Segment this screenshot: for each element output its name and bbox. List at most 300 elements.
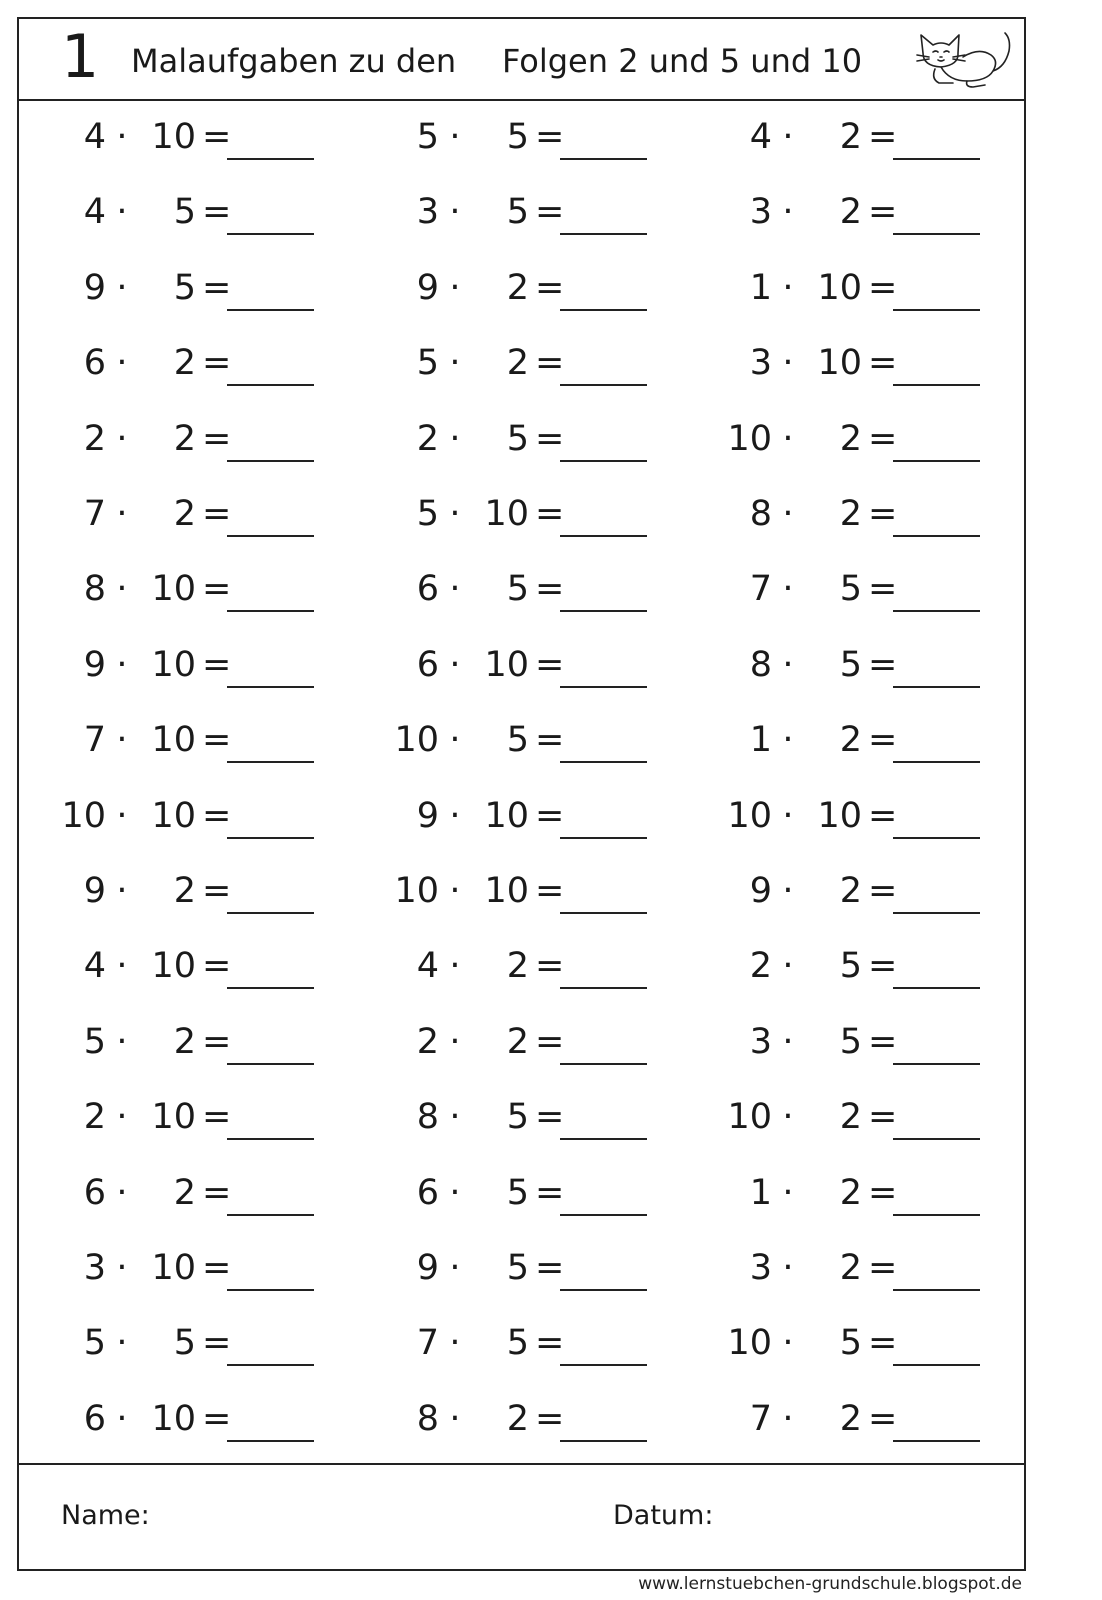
times-sign: · (116, 343, 128, 384)
equals-sign: = (535, 418, 565, 459)
times-sign: · (449, 267, 461, 308)
factor-right: 2 (173, 1172, 196, 1213)
times-sign: · (449, 1248, 461, 1288)
equals-sign: = (202, 871, 232, 911)
problem-item (44, 551, 374, 626)
times-sign: · (116, 871, 128, 911)
factor-left: 7 (749, 1398, 772, 1439)
answer-blank[interactable] (893, 309, 980, 311)
times-sign: · (449, 720, 461, 761)
factor-right: 5 (506, 1097, 529, 1138)
problem-item (44, 99, 374, 174)
answer-blank[interactable] (893, 1138, 980, 1140)
factor-left: 2 (749, 946, 772, 987)
factor-left: 7 (749, 569, 772, 610)
equals-sign: = (535, 720, 565, 761)
problem-item (710, 1004, 1040, 1079)
answer-blank[interactable] (560, 460, 647, 462)
answer-blank[interactable] (227, 535, 314, 537)
answer-blank[interactable] (893, 1440, 980, 1442)
problem-item (710, 702, 1040, 777)
answer-blank[interactable] (893, 912, 980, 914)
factor-left: 9 (83, 644, 106, 685)
times-sign: · (782, 871, 794, 911)
answer-blank[interactable] (560, 535, 647, 537)
name-label: Name: (61, 1500, 150, 1531)
problem-item (377, 174, 707, 249)
equals-sign: = (202, 117, 232, 157)
equals-sign: = (868, 946, 898, 987)
factor-right: 10 (817, 343, 862, 384)
answer-blank[interactable] (560, 1138, 647, 1140)
answer-blank[interactable] (227, 158, 314, 160)
factor-left: 3 (83, 1248, 106, 1288)
answer-blank[interactable] (893, 1289, 980, 1291)
problem-item (44, 778, 374, 853)
answer-blank[interactable] (560, 158, 647, 160)
equals-sign: = (868, 1323, 898, 1364)
answer-blank[interactable] (893, 686, 980, 688)
problem-item (377, 551, 707, 626)
answer-blank[interactable] (227, 384, 314, 386)
times-sign: · (116, 1097, 128, 1138)
factor-left: 1 (749, 1172, 772, 1213)
answer-blank[interactable] (560, 1289, 647, 1291)
factor-left: 5 (83, 1323, 106, 1364)
problem-item (44, 1305, 374, 1380)
factor-right: 10 (151, 1398, 196, 1439)
times-sign: · (116, 192, 128, 233)
equals-sign: = (868, 494, 898, 534)
factor-left: 8 (83, 569, 106, 610)
times-sign: · (782, 720, 794, 761)
factor-right: 5 (173, 267, 196, 308)
answer-blank[interactable] (560, 233, 647, 235)
equals-sign: = (202, 644, 232, 685)
times-sign: · (782, 644, 794, 685)
answer-blank[interactable] (560, 912, 647, 914)
factor-left: 7 (83, 720, 106, 761)
answer-blank[interactable] (893, 1364, 980, 1366)
problem-item (710, 778, 1040, 853)
answer-blank[interactable] (893, 610, 980, 612)
factor-right: 10 (151, 720, 196, 761)
problem-item (44, 1079, 374, 1154)
problem-item (377, 250, 707, 325)
problem-item (377, 1004, 707, 1079)
factor-right: 5 (506, 418, 529, 459)
problem-grid (19, 99, 1024, 1480)
answer-blank[interactable] (227, 1138, 314, 1140)
factor-left: 4 (416, 946, 439, 987)
cat-icon (909, 27, 1017, 91)
answer-blank[interactable] (893, 233, 980, 235)
factor-left: 10 (727, 418, 772, 459)
equals-sign: = (535, 1021, 565, 1062)
factor-right: 5 (839, 1323, 862, 1364)
times-sign: · (116, 720, 128, 761)
problem-item (710, 1230, 1040, 1305)
problem-item (44, 476, 374, 551)
answer-blank[interactable] (227, 309, 314, 311)
answer-blank[interactable] (560, 761, 647, 763)
problem-item (377, 1305, 707, 1380)
factor-left: 2 (83, 418, 106, 459)
answer-blank[interactable] (227, 1440, 314, 1442)
answer-blank[interactable] (560, 987, 647, 989)
equals-sign: = (202, 1172, 232, 1213)
factor-right: 2 (173, 418, 196, 459)
factor-left: 4 (83, 192, 106, 233)
times-sign: · (449, 946, 461, 987)
answer-blank[interactable] (227, 912, 314, 914)
times-sign: · (449, 644, 461, 685)
factor-right: 5 (173, 1323, 196, 1364)
factor-left: 9 (749, 871, 772, 911)
problem-item (377, 853, 707, 928)
answer-blank[interactable] (227, 761, 314, 763)
factor-right: 2 (506, 1398, 529, 1439)
factor-right: 2 (173, 343, 196, 384)
times-sign: · (449, 1097, 461, 1138)
factor-left: 1 (749, 720, 772, 761)
factor-left: 8 (749, 644, 772, 685)
equals-sign: = (202, 343, 232, 384)
times-sign: · (116, 267, 128, 308)
equals-sign: = (535, 1097, 565, 1138)
equals-sign: = (535, 871, 565, 911)
worksheet-header (19, 19, 1024, 101)
factor-right: 2 (173, 494, 196, 534)
problem-item (44, 1004, 374, 1079)
answer-blank[interactable] (893, 158, 980, 160)
times-sign: · (782, 1398, 794, 1439)
factor-right: 2 (839, 192, 862, 233)
factor-left: 3 (749, 192, 772, 233)
times-sign: · (782, 1097, 794, 1138)
factor-left: 9 (83, 267, 106, 308)
factor-right: 5 (506, 192, 529, 233)
problem-item (710, 99, 1040, 174)
times-sign: · (449, 494, 461, 534)
factor-left: 3 (749, 1021, 772, 1062)
factor-right: 10 (151, 1248, 196, 1288)
factor-right: 2 (506, 946, 529, 987)
problem-item (710, 1381, 1040, 1456)
equals-sign: = (535, 192, 565, 233)
equals-sign: = (202, 1097, 232, 1138)
answer-blank[interactable] (893, 460, 980, 462)
problem-item (44, 174, 374, 249)
equals-sign: = (868, 1398, 898, 1439)
factor-left: 8 (416, 1398, 439, 1439)
equals-sign: = (868, 343, 898, 384)
times-sign: · (116, 1398, 128, 1439)
equals-sign: = (535, 1398, 565, 1439)
equals-sign: = (202, 1021, 232, 1062)
equals-sign: = (535, 1323, 565, 1364)
factor-left: 5 (416, 117, 439, 157)
equals-sign: = (202, 1398, 232, 1439)
equals-sign: = (535, 1172, 565, 1213)
problem-item (710, 1079, 1040, 1154)
factor-left: 6 (83, 1172, 106, 1213)
factor-right: 5 (839, 569, 862, 610)
times-sign: · (116, 1248, 128, 1288)
problem-item (377, 1155, 707, 1230)
equals-sign: = (202, 946, 232, 987)
factor-right: 2 (839, 418, 862, 459)
worksheet-footer (19, 1463, 1024, 1573)
factor-left: 5 (416, 494, 439, 534)
answer-blank[interactable] (227, 1063, 314, 1065)
factor-left: 10 (394, 871, 439, 911)
factor-right: 2 (839, 720, 862, 761)
factor-right: 5 (506, 1172, 529, 1213)
factor-right: 10 (151, 569, 196, 610)
times-sign: · (782, 192, 794, 233)
problem-item (710, 551, 1040, 626)
factor-right: 2 (839, 1172, 862, 1213)
equals-sign: = (868, 1172, 898, 1213)
factor-right: 2 (839, 1248, 862, 1288)
equals-sign: = (535, 494, 565, 534)
times-sign: · (782, 946, 794, 987)
times-sign: · (782, 343, 794, 384)
factor-left: 3 (749, 1248, 772, 1288)
factor-left: 2 (83, 1097, 106, 1138)
problem-item (377, 325, 707, 400)
factor-right: 5 (839, 1021, 862, 1062)
problem-item (377, 401, 707, 476)
problem-item (44, 853, 374, 928)
equals-sign: = (202, 569, 232, 610)
factor-left: 6 (416, 644, 439, 685)
answer-blank[interactable] (560, 837, 647, 839)
equals-sign: = (202, 267, 232, 308)
problem-item (44, 250, 374, 325)
problem-item (44, 1381, 374, 1456)
answer-blank[interactable] (227, 837, 314, 839)
answer-blank[interactable] (227, 233, 314, 235)
problem-item (44, 627, 374, 702)
answer-blank[interactable] (560, 1063, 647, 1065)
answer-blank[interactable] (227, 686, 314, 688)
factor-right: 2 (839, 871, 862, 911)
factor-right: 5 (506, 569, 529, 610)
equals-sign: = (868, 1021, 898, 1062)
factor-left: 2 (416, 418, 439, 459)
factor-right: 2 (506, 343, 529, 384)
equals-sign: = (202, 192, 232, 233)
factor-right: 10 (484, 795, 529, 836)
factor-right: 2 (839, 1097, 862, 1138)
problem-item (710, 627, 1040, 702)
factor-left: 9 (416, 795, 439, 836)
factor-left: 4 (83, 946, 106, 987)
factor-left: 9 (416, 267, 439, 308)
answer-blank[interactable] (560, 1440, 647, 1442)
equals-sign: = (535, 343, 565, 384)
factor-left: 7 (416, 1323, 439, 1364)
factor-right: 2 (506, 1021, 529, 1062)
equals-sign: = (202, 418, 232, 459)
equals-sign: = (202, 1323, 232, 1364)
factor-right: 10 (484, 494, 529, 534)
factor-left: 3 (416, 192, 439, 233)
times-sign: · (116, 1021, 128, 1062)
answer-blank[interactable] (227, 1364, 314, 1366)
factor-left: 10 (727, 1323, 772, 1364)
equals-sign: = (202, 795, 232, 836)
factor-left: 4 (749, 117, 772, 157)
equals-sign: = (202, 1248, 232, 1288)
equals-sign: = (868, 192, 898, 233)
date-label: Datum: (613, 1500, 714, 1531)
factor-right: 5 (506, 117, 529, 157)
times-sign: · (449, 871, 461, 911)
problem-item (377, 1079, 707, 1154)
equals-sign: = (868, 1248, 898, 1288)
answer-blank[interactable] (893, 987, 980, 989)
factor-left: 6 (416, 569, 439, 610)
problem-item (710, 250, 1040, 325)
times-sign: · (116, 418, 128, 459)
times-sign: · (782, 418, 794, 459)
answer-blank[interactable] (560, 384, 647, 386)
times-sign: · (782, 1172, 794, 1213)
times-sign: · (116, 569, 128, 610)
problem-item (377, 702, 707, 777)
times-sign: · (782, 1021, 794, 1062)
problem-item (44, 1155, 374, 1230)
times-sign: · (782, 1248, 794, 1288)
problem-item (377, 778, 707, 853)
equals-sign: = (868, 569, 898, 610)
factor-left: 10 (61, 795, 106, 836)
answer-blank[interactable] (560, 610, 647, 612)
times-sign: · (116, 946, 128, 987)
equals-sign: = (868, 267, 898, 308)
factor-right: 10 (151, 946, 196, 987)
times-sign: · (449, 192, 461, 233)
answer-blank[interactable] (893, 535, 980, 537)
worksheet-title: Malaufgaben zu den (131, 42, 457, 80)
factor-right: 5 (506, 1323, 529, 1364)
equals-sign: = (868, 644, 898, 685)
answer-blank[interactable] (227, 610, 314, 612)
factor-left: 4 (83, 117, 106, 157)
factor-left: 10 (727, 795, 772, 836)
equals-sign: = (535, 644, 565, 685)
equals-sign: = (868, 795, 898, 836)
factor-right: 10 (484, 871, 529, 911)
times-sign: · (449, 117, 461, 157)
times-sign: · (449, 795, 461, 836)
problem-item (377, 1381, 707, 1456)
problem-item (710, 928, 1040, 1003)
times-sign: · (449, 418, 461, 459)
factor-left: 7 (83, 494, 106, 534)
factor-left: 8 (749, 494, 772, 534)
times-sign: · (116, 795, 128, 836)
factor-right: 5 (506, 1248, 529, 1288)
factor-right: 5 (839, 644, 862, 685)
times-sign: · (449, 1323, 461, 1364)
factor-left: 3 (749, 343, 772, 384)
problem-item (44, 702, 374, 777)
times-sign: · (116, 1172, 128, 1213)
factor-left: 9 (416, 1248, 439, 1288)
times-sign: · (449, 1021, 461, 1062)
equals-sign: = (868, 117, 898, 157)
times-sign: · (116, 117, 128, 157)
answer-blank[interactable] (227, 1289, 314, 1291)
answer-blank[interactable] (227, 1214, 314, 1216)
problem-item (377, 476, 707, 551)
answer-blank[interactable] (560, 1364, 647, 1366)
answer-blank[interactable] (560, 309, 647, 311)
times-sign: · (782, 267, 794, 308)
factor-left: 5 (416, 343, 439, 384)
answer-blank[interactable] (560, 686, 647, 688)
equals-sign: = (535, 117, 565, 157)
times-sign: · (782, 494, 794, 534)
factor-right: 10 (817, 795, 862, 836)
times-sign: · (782, 1323, 794, 1364)
factor-right: 2 (506, 267, 529, 308)
times-sign: · (116, 1323, 128, 1364)
times-sign: · (782, 795, 794, 836)
equals-sign: = (202, 494, 232, 534)
equals-sign: = (535, 795, 565, 836)
answer-blank[interactable] (560, 1214, 647, 1216)
answer-blank[interactable] (227, 987, 314, 989)
factor-right: 5 (506, 720, 529, 761)
times-sign: · (116, 494, 128, 534)
problem-item (44, 928, 374, 1003)
answer-blank[interactable] (893, 761, 980, 763)
factor-left: 2 (416, 1021, 439, 1062)
answer-blank[interactable] (893, 384, 980, 386)
times-sign: · (449, 1398, 461, 1439)
factor-right: 10 (151, 795, 196, 836)
factor-right: 10 (151, 117, 196, 157)
problem-item (710, 1305, 1040, 1380)
times-sign: · (782, 569, 794, 610)
answer-blank[interactable] (227, 460, 314, 462)
equals-sign: = (535, 1248, 565, 1288)
factor-right: 5 (839, 946, 862, 987)
factor-right: 2 (173, 871, 196, 911)
answer-blank[interactable] (893, 837, 980, 839)
times-sign: · (449, 343, 461, 384)
worksheet (17, 17, 1026, 1571)
problem-item (377, 627, 707, 702)
times-sign: · (449, 1172, 461, 1213)
factor-right: 10 (817, 267, 862, 308)
problem-item (710, 476, 1040, 551)
factor-left: 6 (83, 343, 106, 384)
equals-sign: = (868, 418, 898, 459)
answer-blank[interactable] (893, 1063, 980, 1065)
times-sign: · (449, 569, 461, 610)
factor-left: 6 (416, 1172, 439, 1213)
factor-right: 5 (173, 192, 196, 233)
factor-left: 8 (416, 1097, 439, 1138)
answer-blank[interactable] (893, 1214, 980, 1216)
equals-sign: = (868, 720, 898, 761)
